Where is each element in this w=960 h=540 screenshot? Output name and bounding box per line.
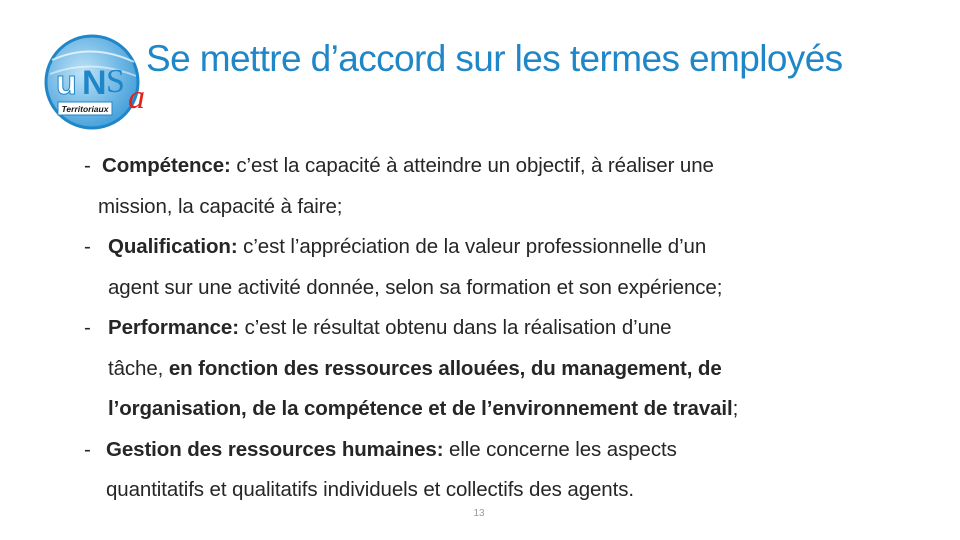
definition-text: quantitatifs et qualitatifs individuels et collectifs des agents. — [106, 478, 634, 501]
definition-performance — [78, 308, 938, 430]
definition-line — [78, 470, 938, 511]
definition-text: tâche, — [108, 356, 169, 380]
definition-line — [78, 187, 938, 228]
definition-line — [78, 389, 938, 430]
definition-term: Qualification: — [108, 235, 238, 258]
definition-qualification — [78, 227, 938, 308]
slide-content — [78, 146, 938, 511]
definition-line — [78, 349, 938, 390]
logo-u: u — [56, 64, 77, 102]
logo-graphic — [44, 32, 156, 132]
definition-term: Compétence: — [102, 154, 231, 177]
definition-text: c’est la capacité à atteindre un objectif, à réaliser une — [230, 154, 714, 177]
definition-emphasis: l’organisation, de la compétence et de l’environnement de travail — [108, 397, 733, 420]
logo-a: a — [128, 79, 145, 116]
definition-text: ; — [732, 397, 739, 420]
definition-text: agent sur une activité donnée, selon sa formation et son expérience; — [108, 275, 723, 299]
definition-grh — [78, 430, 938, 511]
bullet-dash: - — [84, 437, 91, 461]
logo-n: N — [82, 64, 107, 102]
bullet-dash: - — [84, 235, 91, 258]
definition-line — [78, 268, 938, 309]
definition-line — [78, 146, 938, 187]
definition-text: elle concerne les aspects — [443, 437, 677, 461]
definition-text: c’est le résultat obtenu dans la réalisation d’une — [238, 316, 672, 339]
definition-text: c’est l’appréciation de la valeur professionnelle d’un — [237, 235, 707, 258]
definition-text: mission, la capacité à faire; — [98, 194, 343, 218]
definition-line — [78, 308, 938, 349]
bullet-dash: - — [84, 154, 91, 177]
definition-competence — [78, 146, 938, 227]
page-number: 13 — [473, 508, 485, 519]
definition-term: Gestion des ressources humaines: — [106, 437, 444, 461]
definition-term: Performance: — [108, 316, 239, 339]
definition-emphasis: en fonction des ressources allouées, du management, de — [168, 356, 722, 380]
slide-title: Se mettre d’accord sur les termes employés — [146, 38, 843, 79]
definition-line — [78, 430, 938, 471]
bullet-dash: - — [84, 316, 91, 339]
definition-line — [78, 227, 938, 268]
logo-territoriaux: Territoriaux — [61, 104, 109, 114]
unsa-territoriaux-logo — [44, 32, 156, 132]
logo-s: S — [106, 63, 125, 100]
